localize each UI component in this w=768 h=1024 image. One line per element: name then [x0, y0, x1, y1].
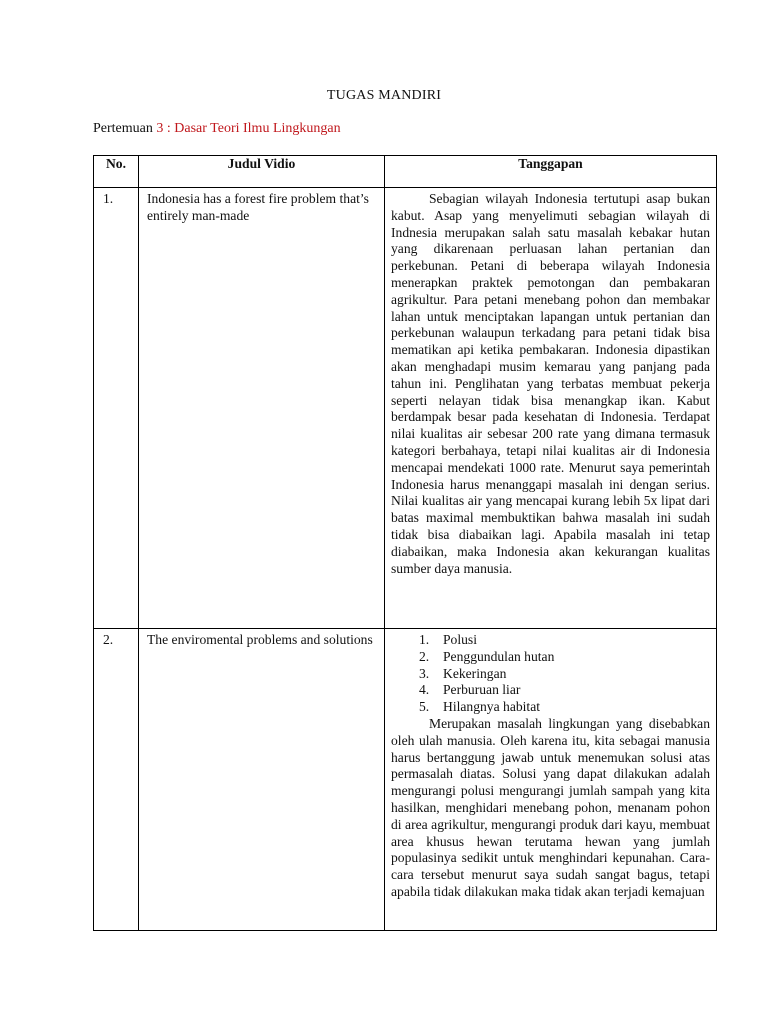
list-number: 5. [419, 699, 430, 715]
list-text: Kekeringan [443, 665, 507, 681]
meeting-line [93, 121, 341, 137]
list-number: 4. [419, 682, 430, 698]
assignment-table [93, 155, 717, 931]
table-row [94, 188, 717, 629]
list-item [419, 699, 710, 716]
meeting-topic: Dasar Teori Ilmu Lingkungan [174, 121, 341, 136]
response-paragraph: Merupakan masalah lingkungan yang disebabkan oleh ulah manusia. Oleh karena itu, kita sebagai manusia harus bertanggung jawab untuk menemukan solusi atas permasalah diatas. Solusi yang dapat dilakukan adalah mengurangi polusi mengurangi jumlah sampah yang kita hasilkan, menghidari menebang pohon, menanam pohon di area agrikultur, mengurangi produk dari kayu, membuat area khusus hewan terutama hewan yang jumlah populasinya sedikit untuk menghindari kepunahan. Cara-cara tersebut menurut saya sudah sangat bagus, tetapi apabila tidak dilakukan maka tidak akan terjadi kemajuan [391, 715, 710, 899]
meeting-prefix: Pertemuan [93, 121, 157, 136]
list-text: Hilangnya habitat [443, 699, 541, 715]
list-text: Polusi [443, 632, 477, 647]
response-paragraph: Sebagian wilayah Indonesia tertutupi asap bukan kabut. Asap yang menyelimuti sebagian wilayah di Indnesia merupakan salah satu masalah kebakar hutan yang dikarenaan perluasan lahan pertanian dan perkebunan. Petani di beberapa wilayah Indonesia menerapkan praktek pemotongan dan pembakaran agrikultur. Para petani menebang pohon dan membakar lahan untuk menciptakan lapangan untuk pertanian dan perkebunan walaupun terkadang para petani tidak bisa mematikan api ketika pembakaran. Indonesia dipastikan akan menghadapi musim kemarau yang panjang pada tahun ini. Penglihatan yang terbatas membuat pekerja seperti nelayan tidak bisa menangkap ikan. Kabut berdampak besar pada kesehatan di Indonesia. Terdapat nilai kualitas air sebesar 200 rate yang dimana termasuk kategori berbahaya, tetapi nilai kualitas air di Indonesia mencapai mendekati 1000 rate. Menurut saya pemerintah Indonesia harus menanggapi masalah ini dengan serius. Nilai kualitas air yang mencapai kurang lebih 5x lipat dari batas maximal membuktikan bahwa masalah ini sudah tidak bisa diabaikan lagi. Apabila masalah ini tetap diabaikan, maka Indonesia akan kekurangan kualitas sumber daya manusia. [391, 191, 710, 576]
list-item [419, 682, 710, 699]
meeting-number: 3 [156, 121, 164, 136]
problem-list [391, 632, 710, 716]
list-item [419, 648, 710, 666]
header-no: No. [94, 156, 139, 188]
video-title: The enviromental problems and solutions [139, 629, 385, 931]
meeting-separator: : [163, 121, 175, 136]
response-cell [385, 188, 717, 629]
list-item [419, 665, 710, 683]
header-video-title: Judul Vidio [139, 156, 385, 188]
row-number: 2. [94, 629, 139, 931]
list-text: Penggundulan hutan [443, 648, 555, 664]
video-title: Indonesia has a forest fire problem that’s entirely man-made [139, 188, 385, 629]
table-row [94, 629, 717, 931]
response-cell [385, 629, 717, 931]
document-title: TUGAS MANDIRI [326, 88, 442, 103]
list-number: 3. [419, 665, 430, 681]
list-text: Perburuan liar [443, 682, 521, 698]
table-header-row [94, 156, 717, 188]
row-number: 1. [94, 188, 139, 629]
list-number: 1. [419, 632, 430, 647]
list-item [419, 632, 710, 649]
header-response: Tanggapan [385, 156, 717, 188]
list-number: 2. [419, 648, 430, 664]
